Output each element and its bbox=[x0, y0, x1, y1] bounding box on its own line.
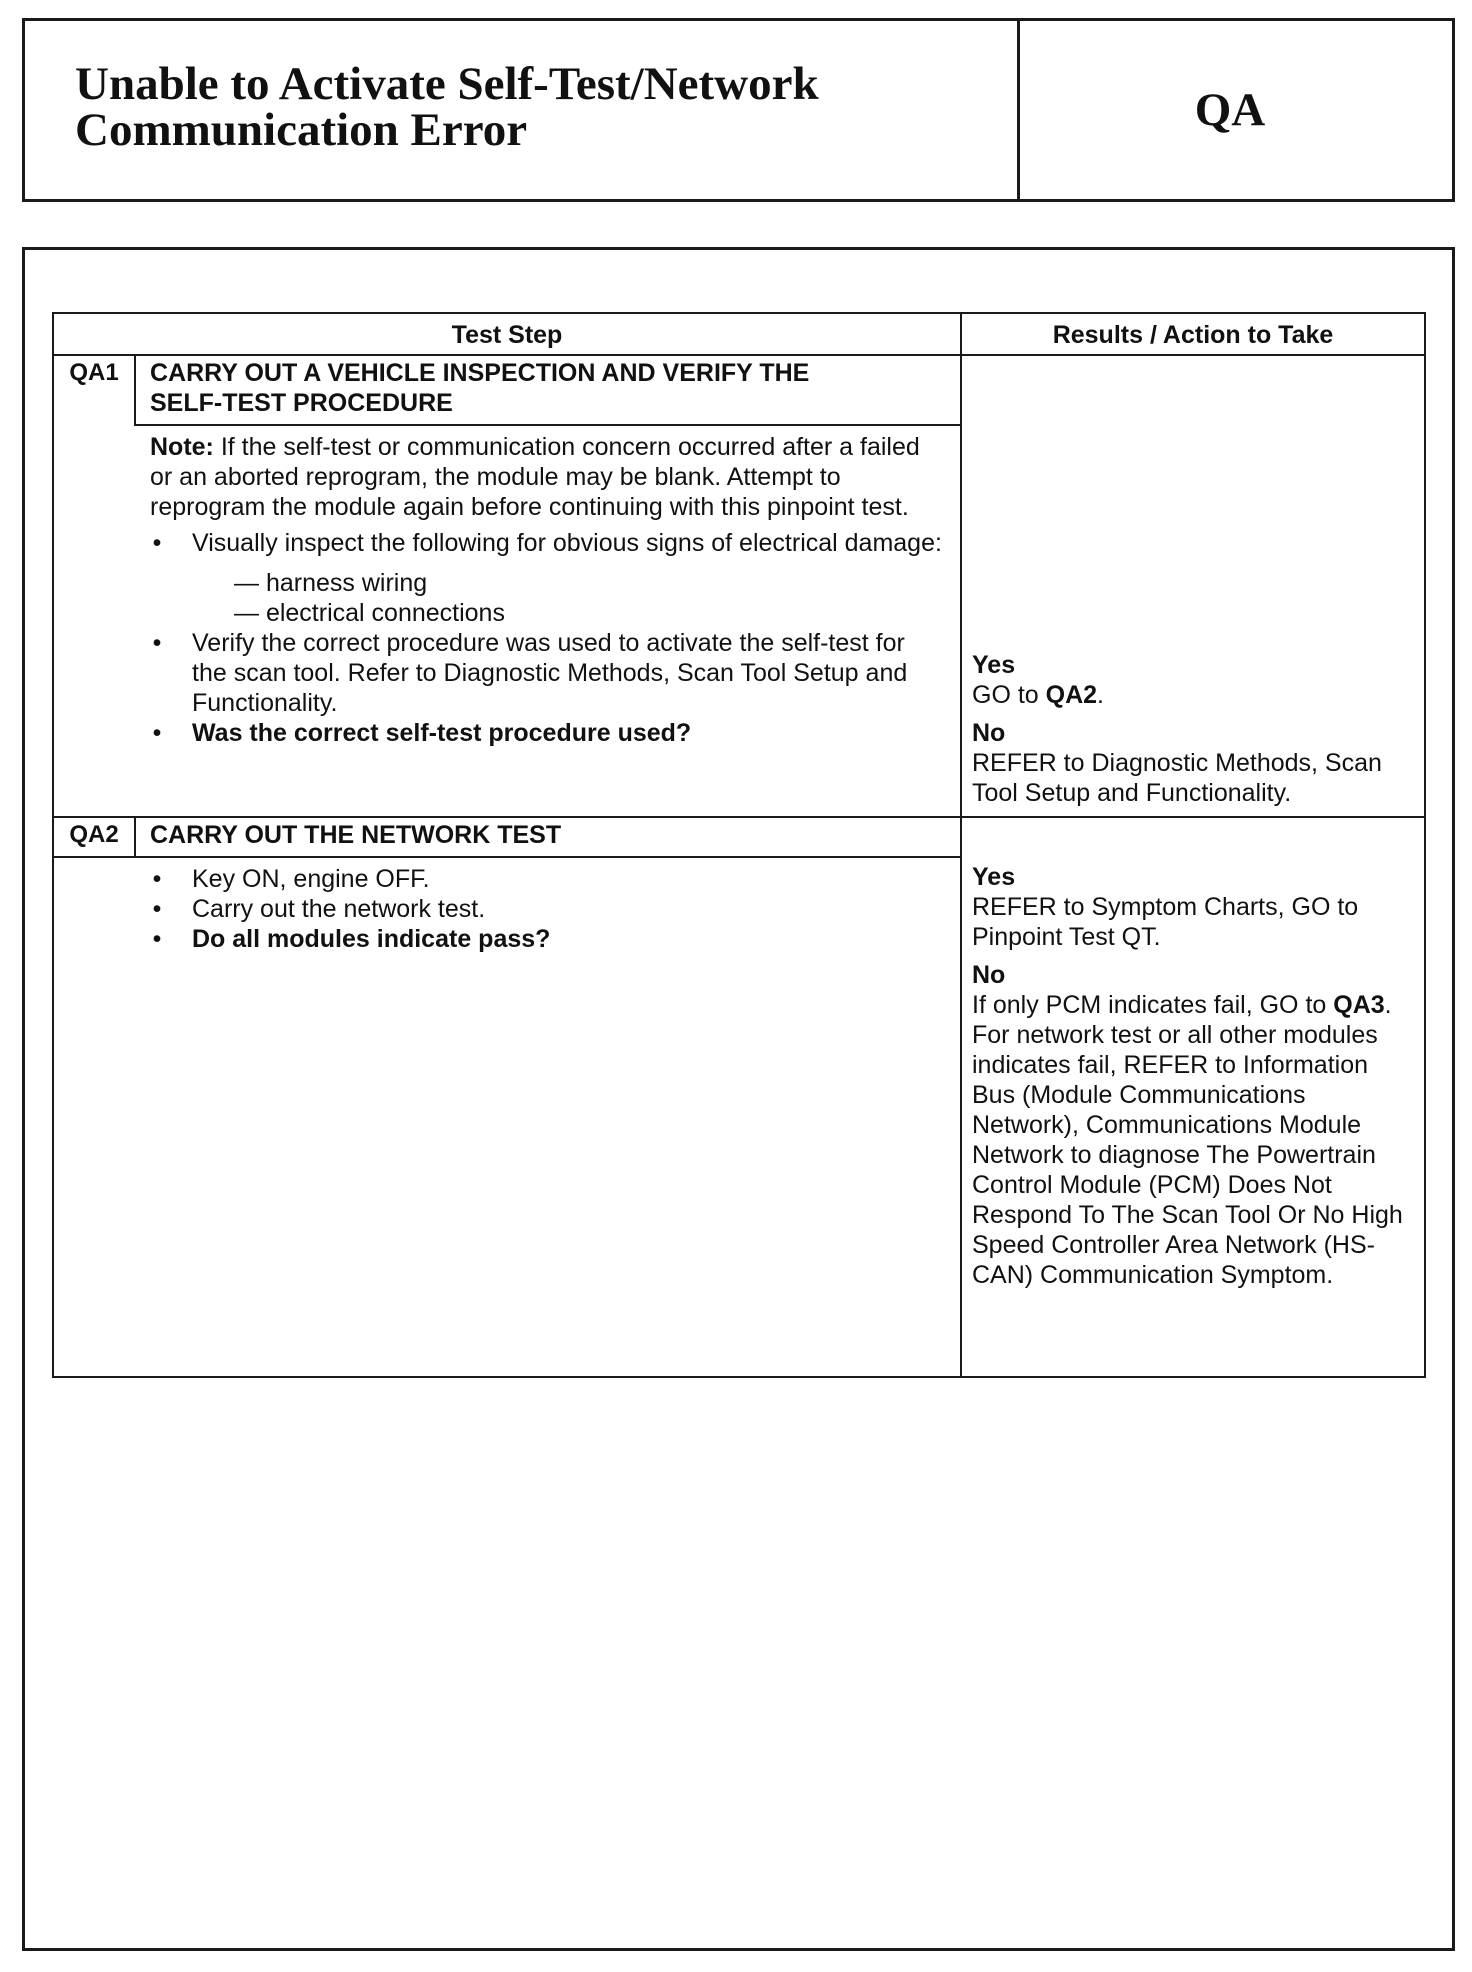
qa1-title-divider bbox=[134, 424, 960, 426]
qa2-row-divider bbox=[54, 816, 1424, 818]
header-divider bbox=[54, 354, 1424, 356]
code-cell bbox=[1020, 21, 1452, 199]
list-item-text: Verify the correct procedure was used to activate the self-test for the scan tool. Refer to Diagnostic Methods, Scan Tool Setup and Functionality. bbox=[192, 629, 908, 717]
yes-label: Yes bbox=[972, 863, 1016, 891]
title-cell bbox=[25, 21, 1020, 199]
pinpoint-code: QA bbox=[1194, 84, 1266, 136]
bullet-list bbox=[150, 864, 942, 954]
qa1-id-divider bbox=[134, 354, 136, 424]
result-text: . bbox=[1097, 681, 1104, 709]
list-item bbox=[150, 864, 942, 894]
column-header-test-step: Test Step bbox=[451, 321, 563, 349]
column-divider bbox=[960, 314, 962, 1376]
result-text: GO to bbox=[972, 681, 1039, 709]
result-yes bbox=[972, 650, 1417, 710]
page-header bbox=[22, 18, 1455, 202]
list-item bbox=[150, 528, 942, 628]
list-item bbox=[150, 718, 942, 748]
note-label: Note: bbox=[150, 433, 214, 461]
results-cell bbox=[972, 650, 1417, 816]
page-title bbox=[75, 58, 819, 156]
step-title bbox=[150, 358, 950, 418]
list-item bbox=[150, 894, 942, 924]
result-text: . bbox=[1384, 991, 1392, 1019]
list-item-text: Key ON, engine OFF. bbox=[192, 865, 430, 893]
bullet-icon: • bbox=[152, 629, 162, 657]
list-item bbox=[150, 924, 942, 954]
result-line bbox=[972, 990, 1417, 1020]
qa2-id-divider bbox=[134, 816, 136, 856]
step-reference: QA2 bbox=[1045, 681, 1098, 709]
list-item-text: Visually inspect the following for obvious signs of electrical damage: bbox=[192, 529, 942, 557]
dash-list bbox=[192, 568, 942, 628]
result-no bbox=[972, 960, 1417, 1290]
list-item: — electrical connections bbox=[234, 599, 505, 627]
title-line-2: Communication Error bbox=[75, 104, 528, 156]
step-title: CARRY OUT THE NETWORK TEST bbox=[150, 821, 562, 849]
bullet-icon: • bbox=[152, 529, 162, 557]
results-cell bbox=[972, 862, 1417, 1298]
step-body bbox=[150, 864, 942, 954]
step-id: QA2 bbox=[69, 821, 119, 848]
step-id: QA1 bbox=[69, 359, 119, 386]
note-text: If the self-test or communication concern occurred after a failed or an aborted reprogram, the module may be blank. Attempt to reprogram the module again before continuing with this pinpoint test. bbox=[150, 433, 920, 521]
list-item-text: Do all modules indicate pass? bbox=[192, 925, 551, 953]
note bbox=[150, 432, 942, 522]
result-yes bbox=[972, 862, 1417, 952]
bullet-icon: • bbox=[152, 925, 162, 953]
bullet-icon: • bbox=[152, 865, 162, 893]
column-header-results: Results / Action to Take bbox=[1052, 321, 1334, 349]
list-item: — harness wiring bbox=[234, 569, 428, 597]
step-title-line: CARRY OUT A VEHICLE INSPECTION AND VERIFY THE bbox=[150, 359, 810, 387]
result-text: For network test or all other modules indicates fail, REFER to Information Bus (Module Communications Network), Communications Module Network to diagnose The Powertrain Control Module (PCM) Does Not Respond To The Scan Tool Or No High Speed Controller Area Network (HS-CAN) Communication Symptom. bbox=[972, 1021, 1403, 1289]
pinpoint-table bbox=[52, 312, 1426, 1378]
list-item-text: Was the correct self-test procedure used? bbox=[192, 719, 692, 747]
bullet-icon: • bbox=[152, 719, 162, 747]
qa2-title-divider bbox=[54, 856, 960, 858]
result-text: If only PCM indicates fail, GO to bbox=[972, 991, 1327, 1019]
result-no bbox=[972, 718, 1417, 808]
bullet-list bbox=[150, 528, 942, 748]
result-text: REFER to Symptom Charts, GO to Pinpoint Test QT. bbox=[972, 893, 1359, 951]
bullet-icon: • bbox=[152, 895, 162, 923]
yes-label: Yes bbox=[972, 651, 1016, 679]
step-title-line: SELF-TEST PROCEDURE bbox=[150, 389, 453, 417]
result-text: REFER to Diagnostic Methods, Scan Tool Setup and Functionality. bbox=[972, 749, 1382, 807]
step-body bbox=[150, 432, 942, 748]
no-label: No bbox=[972, 961, 1006, 989]
list-item-text: Carry out the network test. bbox=[192, 895, 486, 923]
step-reference: QA3 bbox=[1333, 991, 1385, 1019]
title-line-1: Unable to Activate Self-Test/Network bbox=[75, 58, 819, 110]
list-item bbox=[150, 628, 942, 718]
no-label: No bbox=[972, 719, 1006, 747]
